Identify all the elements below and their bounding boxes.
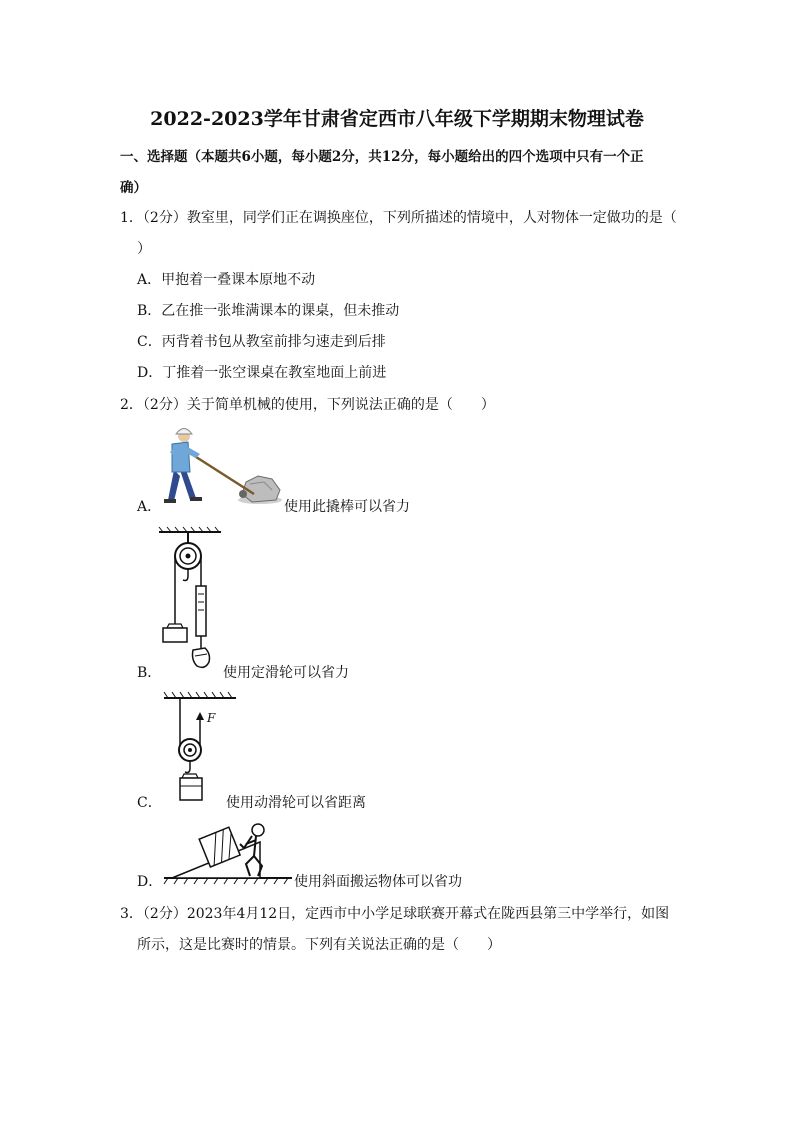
question-3-stem-cont: 所示，这是比赛时的情景。下列有关说法正确的是（ ） bbox=[137, 937, 501, 953]
fixed-pulley-figure bbox=[155, 526, 225, 686]
question-2-option-a-letter: A． bbox=[137, 499, 162, 515]
inclined-plane-figure bbox=[160, 818, 294, 886]
force-label-f: F bbox=[207, 711, 216, 725]
section-heading-line1: 一、选择题（本题共6小题，每小题2分，共12分，每小题给出的四个选项中只有一个正 bbox=[120, 149, 644, 165]
question-2-option-d-caption: 使用斜面搬运物体可以省功 bbox=[294, 874, 462, 890]
question-2-option-c-letter: C． bbox=[137, 795, 162, 811]
question-3-stem: 3．（2分）2023年4月12日，定西市中小学足球联赛开幕式在陇西县第三中学举行，如图 bbox=[120, 906, 670, 922]
question-1-stem-cont: ） bbox=[137, 241, 151, 257]
question-2-option-c-caption: 使用动滑轮可以省距离 bbox=[226, 795, 366, 811]
question-2-option-b-caption: 使用定滑轮可以省力 bbox=[223, 665, 349, 681]
question-2-stem: 2．（2分）关于简单机械的使用，下列说法正确的是（ ） bbox=[120, 397, 495, 413]
question-1-option-d: D．丁推着一张空课桌在教室地面上前进 bbox=[137, 365, 387, 381]
question-1-option-b: B．乙在推一张堆满课本的课桌，但未推动 bbox=[137, 303, 400, 319]
section-heading-line2: 确） bbox=[120, 180, 147, 196]
crowbar-worker-figure bbox=[160, 424, 284, 512]
question-2-option-d-letter: D． bbox=[137, 874, 163, 890]
question-1-stem: 1．（2分）教室里，同学们正在调换座位，下列所描述的情境中，人对物体一定做功的是（ bbox=[120, 210, 677, 226]
page-title: 2022-2023学年甘肃省定西市八年级下学期期末物理试卷 bbox=[150, 108, 644, 130]
question-1-option-a: A．甲抱着一叠课本原地不动 bbox=[137, 272, 316, 288]
movable-pulley-figure bbox=[160, 690, 240, 808]
question-2-option-a-caption: 使用此撬棒可以省力 bbox=[284, 499, 410, 515]
question-1-option-c: C．丙背着书包从教室前排匀速走到后排 bbox=[137, 334, 386, 350]
question-2-option-b-letter: B． bbox=[137, 665, 162, 681]
